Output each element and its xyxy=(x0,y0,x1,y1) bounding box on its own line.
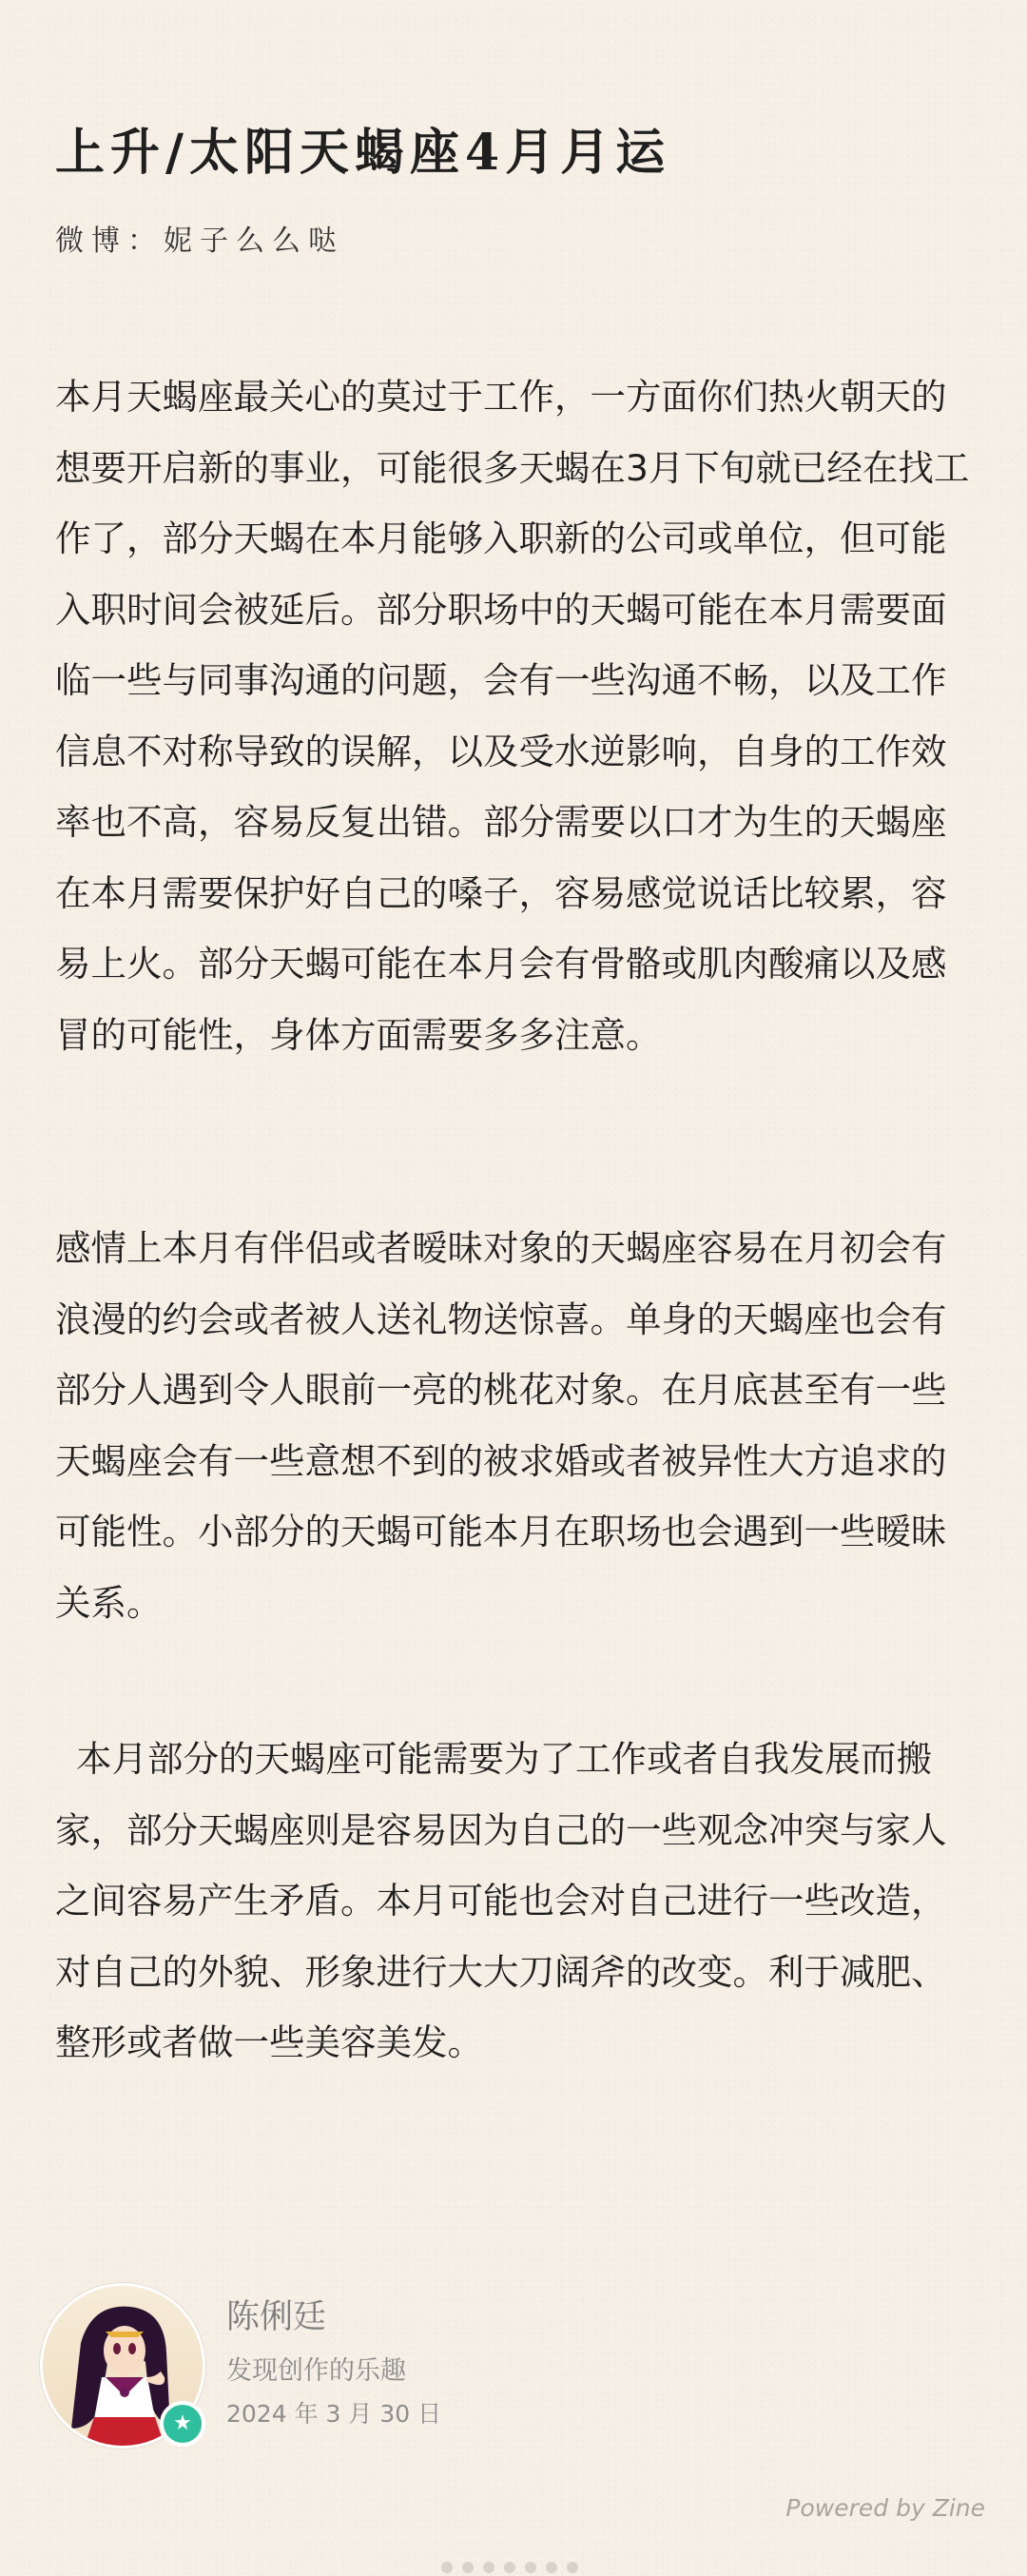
article-source: 微博：妮子么么哒 xyxy=(55,224,344,258)
paragraph-love: 感情上本月有伴侣或者暧昧对象的天蝎座容易在月初会有浪漫的约会或者被人送礼物送惊喜。单身的天蝎座也会有部分人遇到令人眼前一亮的桃花对象。在月底甚至有一些天蝎座会有一些意想不到的被求婚或者被异性大方追求的可能性。小部分的天蝎可能本月在职场也会遇到一些暧昧关系。 xyxy=(55,1227,947,1624)
powered-by[interactable]: Powered by Zine xyxy=(785,2494,985,2522)
paragraph-home: 本月部分的天蝎座可能需要为了工作或者自我发展而搬家，部分天蝎座则是容易因为自己的一些观念冲突与家人之间容易产生矛盾。本月可能也会对自己进行一些改造，对自己的外貌、形象进行大大刀阔斧的改变。利于减肥、整形或者做一些美容美发。 xyxy=(55,1738,947,2063)
bottom-decoration xyxy=(0,2559,1027,2576)
author-tagline: 发现创作的乐趣 xyxy=(226,2356,406,2386)
article-title: 上升/太阳天蝎座4月月运 xyxy=(55,124,671,182)
paragraph-work: 本月天蝎座最关心的莫过于工作，一方面你们热火朝天的想要开启新的事业，可能很多天蝎在3月下旬就已经在找工作了，部分天蝎在本月能够入职新的公司或单位，但可能入职时间会被延后。部分职场中的天蝎可能在本月需要面临一些与同事沟通的问题，会有一些沟通不畅，以及工作信息不对称导致的误解，以及受水逆影响，自身的工作效率也不高，容易反复出错。部分需要以口才为生的天蝎座在本月需要保护好自己的嗓子，容易感觉说话比较累，容易上火。部分天蝎可能在本月会有骨骼或肌肉酸痛以及感冒的可能性，身体方面需要多多注意。 xyxy=(55,376,970,1056)
star-icon: ★ xyxy=(160,2401,205,2447)
author-name[interactable]: 陈俐廷 xyxy=(226,2298,327,2336)
publish-date: 2024 年 3 月 30 日 xyxy=(226,2400,442,2428)
avatar[interactable] xyxy=(40,2283,200,2443)
author-card[interactable] xyxy=(40,2283,442,2454)
